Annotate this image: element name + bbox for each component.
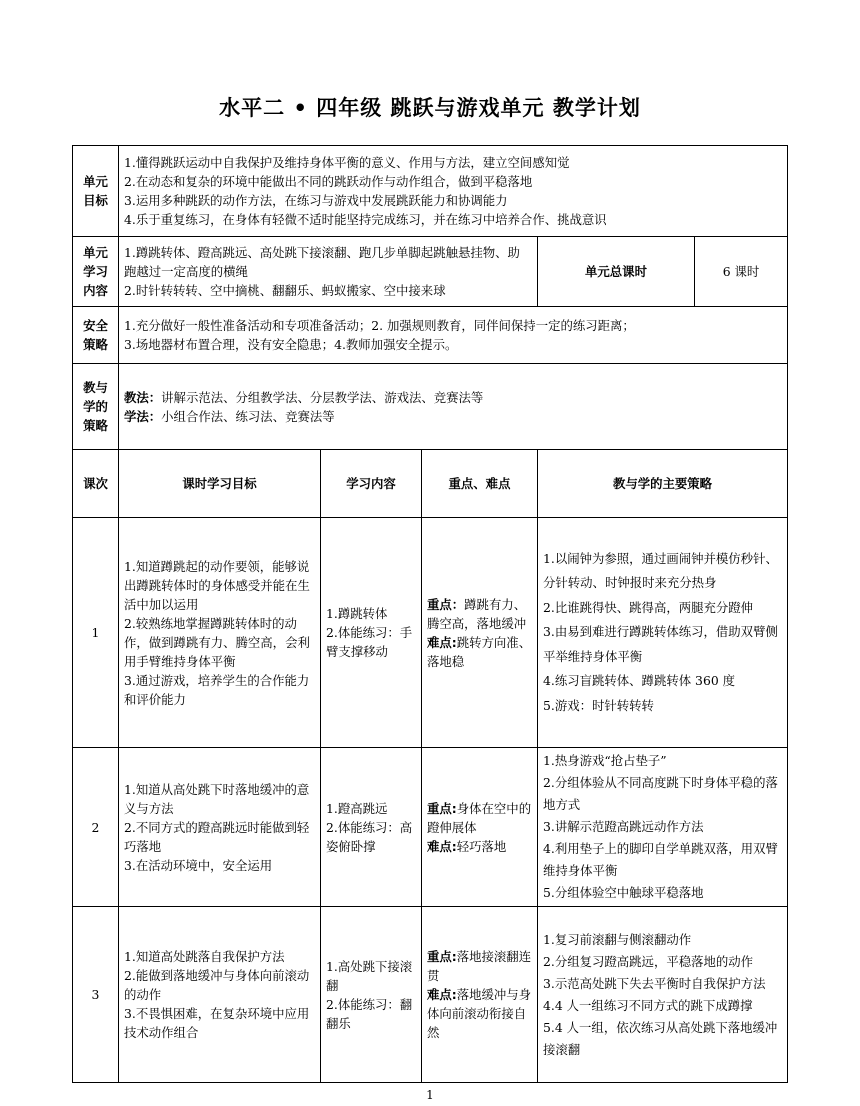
- unit-goal-line: 2.在动态和复杂的环境中能做出不同的跳跃动作与动作组合，做到平稳落地: [124, 174, 533, 189]
- unit-total-value: 6 课时: [695, 237, 788, 307]
- teach-method: [124, 388, 782, 407]
- strategy-line: 1.热身游戏“抢占垫子”: [543, 753, 667, 768]
- strategy-line: 2.分组复习蹬高跳远，平稳落地的动作: [543, 953, 754, 969]
- unit-content-line: 2.时针转转转、空中摘桃、翻翻乐、蚂蚁搬家、空中接来球: [124, 283, 446, 298]
- unit-goal-line: 3.运用多种跳跃的动作方法，在练习与游戏中发展跳跃能力和协调能力: [124, 193, 508, 208]
- unit-goals-content: [119, 146, 788, 237]
- unit-content-row: [73, 237, 788, 307]
- lesson-goal-line: 3.通过游戏，培养学生的合作能力和评价能力: [124, 672, 310, 707]
- lesson-content: [321, 748, 422, 907]
- lesson-goals: [119, 748, 321, 907]
- safety-line: 1.充分做好一般性准备活动和专项准备活动；2. 加强规则教育，同伴间保持一定的练习距离；: [124, 318, 635, 333]
- strategy-line: 5.游戏：时针转转转: [543, 697, 654, 713]
- lesson-goal-line: 3.在活动环境中，安全运用: [124, 857, 273, 873]
- lesson-key-points: [422, 907, 538, 1083]
- strategy-line: 2.比谁跳得快、跳得高，两腿充分蹬伸: [543, 599, 754, 615]
- header-strategy: 教与学的主要策略: [538, 450, 788, 518]
- teaching-strategy-label: 教与学的策略: [73, 364, 119, 450]
- lesson-goal-line: 1.知道高处跳落自我保护方法: [124, 949, 285, 964]
- safety-row: [73, 307, 788, 364]
- header-lesson: 课次: [73, 450, 119, 518]
- lesson-strategy: [538, 907, 788, 1083]
- safety-label: 安全策略: [73, 307, 119, 364]
- lesson-content-line: 2.体能练习：高姿俯卧撑: [326, 819, 413, 854]
- lesson-goals: [119, 518, 321, 748]
- lesson-content-line: 1.蹬高跳远: [326, 800, 388, 816]
- unit-goals-row: [73, 146, 788, 237]
- strategy-line: 3.示范高处跳下失去平衡时自我保护方法: [543, 975, 766, 991]
- strategy-line: 3.讲解示范蹬高跳远动作方法: [543, 819, 704, 834]
- strategy-line: 1.以闹钟为参照，通过画闹钟并模仿秒针、分针转动、时钟报时来充分热身: [543, 550, 778, 591]
- unit-content-label: 单元学习内容: [73, 237, 119, 307]
- lesson-key-points: [422, 748, 538, 907]
- key-point: 重点：蹲跳有力、腾空高，落地缓冲: [427, 596, 527, 631]
- difficulty: 难点:轻巧落地: [427, 838, 507, 854]
- lesson-row: [73, 518, 788, 748]
- unit-total-label: 单元总课时: [538, 237, 695, 307]
- header-key: 重点、难点: [422, 450, 538, 518]
- lesson-number: 3: [73, 907, 119, 1083]
- teaching-plan-table: [72, 145, 788, 1083]
- lesson-goal-line: 2.较熟练地掌握蹲跳转体时的动作，做到蹲跳有力、腾空高，会利用手臂维持身体平衡: [124, 615, 310, 669]
- unit-content-line: 1.蹲跳转体、蹬高跳远、高处跳下接滚翻、跑几步单脚起跳触悬挂物、助跑越过一定高度的横绳: [124, 245, 520, 279]
- teaching-strategy-content: [119, 364, 788, 450]
- strategy-line: 4.4 人一组练习不同方式的跳下成蹲撑: [543, 997, 753, 1013]
- header-content: 学习内容: [321, 450, 422, 518]
- difficulty: 难点:跳转方向准、落地稳: [427, 634, 532, 669]
- lesson-header-row: [73, 450, 788, 518]
- strategy-line: 2.分组体验从不同高度跳下时身体平稳的落地方式: [543, 775, 778, 812]
- strategy-line: 4.利用垫子上的脚印自学单跳双落，用双臂维持身体平衡: [543, 841, 778, 878]
- learn-method: [124, 407, 782, 426]
- page-number: 1: [426, 1088, 434, 1102]
- lesson-goal-line: 1.知道从高处跳下时落地缓冲的意义与方法: [124, 781, 310, 816]
- page-title: 水平二 • 四年级 跳跃与游戏单元 教学计划: [219, 96, 641, 120]
- strategy-line: 5.4 人一组，依次练习从高处跳下落地缓冲接滚翻: [543, 1019, 778, 1057]
- safety-content: [119, 307, 788, 364]
- lesson-content-line: 2.体能练习：翻翻乐: [326, 996, 413, 1031]
- lesson-content: [321, 907, 422, 1083]
- lesson-content-line: 2.体能练习：手臂支撑移动: [326, 625, 413, 659]
- key-point: 重点:落地接滚翻连贯: [427, 949, 532, 983]
- lesson-goal-line: 2.能做到落地缓冲与身体向前滚动的动作: [124, 968, 310, 1002]
- lesson-content: [321, 518, 422, 748]
- strategy-line: 5.分组体验空中触球平稳落地: [543, 885, 704, 900]
- lesson-row: [73, 748, 788, 907]
- teach-method-keyword: 教法：: [124, 389, 162, 405]
- teaching-strategy-row: [73, 364, 788, 450]
- lesson-row: [73, 907, 788, 1083]
- header-goals: 课时学习目标: [119, 450, 321, 518]
- lesson-number: 1: [73, 518, 119, 748]
- strategy-line: 3.由易到难进行蹲跳转体练习，借助双臂侧平举维持身体平衡: [543, 624, 778, 664]
- difficulty: 难点:落地缓冲与身体向前滚动衔接自然: [427, 987, 532, 1040]
- unit-goal-line: 1.懂得跳跃运动中自我保护及维持身体平衡的意义、作用与方法，建立空间感知觉: [124, 155, 570, 170]
- lesson-content-line: 1.蹲跳转体: [326, 606, 388, 621]
- key-point: 重点:身体在空中的蹬伸展体: [427, 800, 532, 835]
- unit-content-text: [119, 237, 538, 307]
- unit-goal-line: 4.乐于重复练习，在身体有轻微不适时能坚持完成练习，并在练习中培养合作、挑战意识: [124, 212, 607, 227]
- lesson-key-points: [422, 518, 538, 748]
- learn-method-text: 小组合作法、练习法、竞赛法等: [161, 408, 335, 424]
- strategy-line: 4.练习盲跳转体、蹲跳转体 360 度: [543, 673, 736, 689]
- lesson-goal-line: 3.不畏惧困难，在复杂环境中应用技术动作组合: [124, 1006, 310, 1040]
- safety-line: 3.场地器材布置合理，没有安全隐患；4.教师加强安全提示。: [124, 337, 458, 352]
- lesson-goal-line: 2.不同方式的蹬高跳远时能做到轻巧落地: [124, 819, 310, 854]
- unit-goals-label: 单元目标: [73, 146, 119, 237]
- teach-method-text: 讲解示范法、分组教学法、分层教学法、游戏法、竞赛法等: [161, 389, 484, 405]
- lesson-goals: [119, 907, 321, 1083]
- learn-method-keyword: 学法：: [124, 408, 162, 424]
- lesson-strategy: [538, 748, 788, 907]
- lesson-content-line: 1.高处跳下接滚翻: [326, 958, 413, 993]
- lesson-number: 2: [73, 748, 119, 907]
- strategy-line: 1.复习前滚翻与侧滚翻动作: [543, 931, 692, 947]
- lesson-strategy: [538, 518, 788, 748]
- lesson-goal-line: 1.知道蹲跳起的动作要领，能够说出蹲跳转体时的身体感受并能在生活中加以运用: [124, 558, 310, 612]
